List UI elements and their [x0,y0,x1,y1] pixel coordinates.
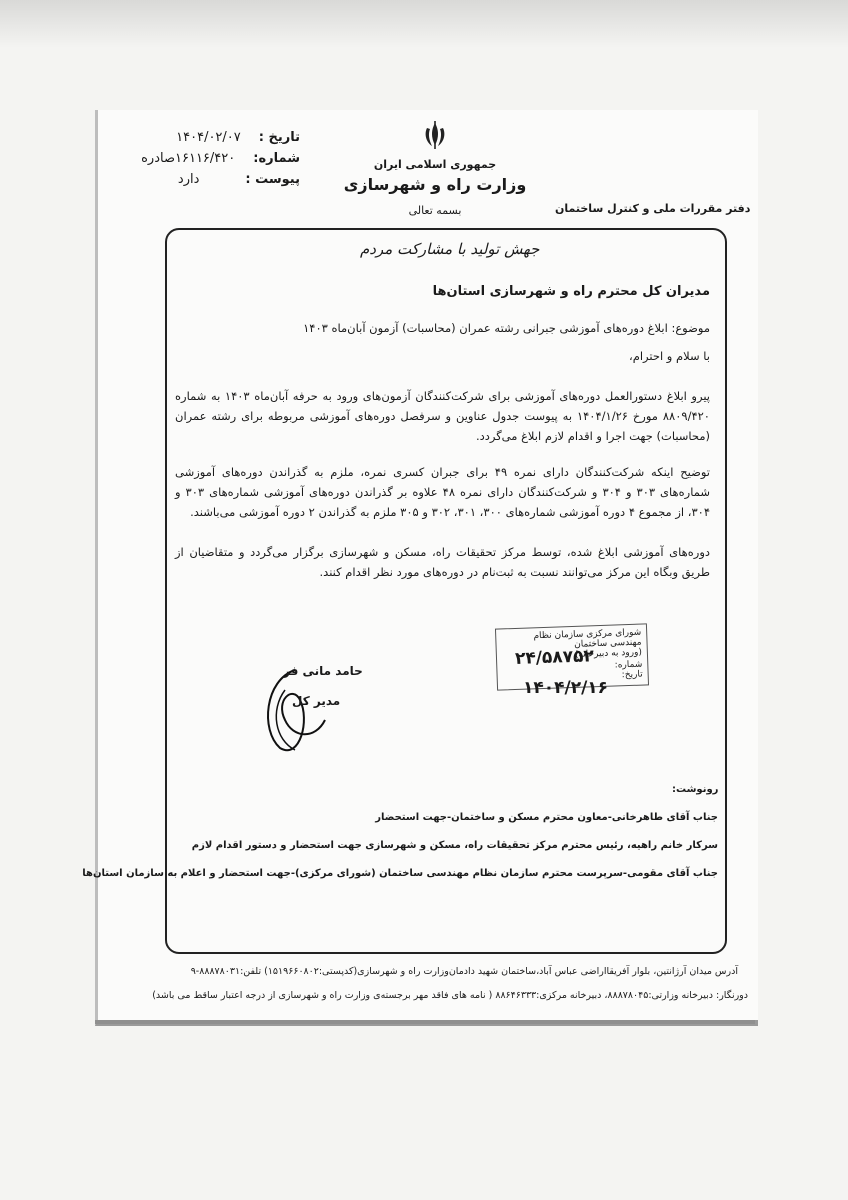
letter-meta [140,130,300,193]
basmala: بسمه تعالی [408,204,462,217]
stamp-number-label: شماره: [614,659,643,671]
signer-title: مدیر کل [292,694,341,708]
attachment-label: پیوست : [245,172,300,187]
iran-emblem-icon [422,120,448,150]
addressee: مدیران کل محترم راه و شهرسازی استان‌ها [432,284,710,299]
cc-item: سرکار خانم راهیه، رئیس محترم مرکز تحقیقات راه، مسکن و شهرسازی جهت استحضار و دستور اقدام لازم [191,840,718,851]
number-value: ۱۶۱۱۶/۴۲۰صادره [141,151,236,166]
number-row [140,151,300,166]
footer-address: آدرس میدان آرژانتین، بلوار آفریقا‌اراضی عباس آباد،ساختمان شهید دادمان‌وزارت راه و شهرسازی(کدپستی:۱۵۱۹۶۶۰۸۰۲) تلفن:۸۸۸۷۸۰۳۱-۹ [190,966,738,977]
greeting: با سلام و احترام، [629,349,710,363]
scan-shadow [0,0,848,48]
cc-item: جناب آقای طاهرخانی-معاون محترم مسکن و ساختمان-جهت استحضار [375,812,718,823]
attachment-row [140,172,300,187]
office-title: دفتر مقررات ملی و کنترل ساختمان [555,202,751,215]
paragraph-2: توضیح اینکه شرکت‌کنندگان دارای نمره ۴۹ برای جبران کسری نمره، ملزم به گذراندن دوره‌های آموزشی شماره‌های ۳۰۳ و ۳۰۴ و شرکت‌کنندگان دارای نمره ۴۸ علاوه بر گذراندن دوره‌های آموزشی شماره‌های ۳۰۳ و ۳۰۴، از مجموع ۴ دوره آموزشی شماره‌های ۳۰۰، ۳۰۱، ۳۰۲ و ۳۰۵ ملزم به گذراندن ۲ دوره آموزشی می‌باشند. [175,465,710,519]
paragraph-3: دوره‌های آموزشی ابلاغ شده، توسط مرکز تحقیقات راه، مسکن و شهرسازی برگزار می‌گردد و متقاضیان از طریق وبگاه این مرکز می‌توانند نسبت به ثبت‌نام در دوره‌های مورد نظر اقدام کنند. [175,545,710,579]
footer-fax: دورنگار: دبیرخانه وزارتی:۸۸۸۷۸۰۴۵، دبیرخانه مرکزی:۸۸۶۴۶۳۳۳ ( نامه های فاقد مهر برجسته‌ی وزارت راه و شهرسازی از درجه اعتبار ساقط می باشد) [152,990,748,1001]
subject: موضوع: ابلاغ دوره‌های آموزشی جبرانی رشته عمران (محاسبات) آزمون آبان‌ماه ۱۴۰۳ [303,321,710,335]
date-value: ۱۴۰۴/۰۲/۰۷ [176,130,241,145]
cc-item: جناب آقای مقومی-سرپرست محترم سازمان نظام مهندسی ساختمان (شورای مرکزی)-جهت استحضار و اعلام به سازمان استان‌ها [82,868,718,879]
cc-heading: رونوشت: [672,784,719,795]
stamp-line-2: (ورود به دبیرخانه) [574,647,643,660]
paragraph-1: پیرو ابلاغ دستورالعمل دوره‌های آموزشی برای شرکت‌کنندگان آزمون‌های ورود به حرفه آبان‌ماه ۱۴۰۳ به شماره ۸۸۰۹/۴۲۰ مورخ ۱۴۰۴/۱/۲۶ به پیوست جدول عناوین و سرفصل دوره‌های آموزشی مربوطه برای رشته عمران (محاسبات) جهت اجرا و اقدام لازم ابلاغ می‌گردد. [175,389,710,443]
date-label: تاریخ : [258,130,300,145]
slogan: جهش تولید با مشارکت مردم [360,240,540,258]
stamp-number-value: ۲۴/۵۸۷۵۲ [514,646,595,669]
ministry-title: وزارت راه و شهرسازی [343,175,527,194]
attachment-value: دارد [177,172,200,187]
stamp-date-label: تاریخ: [621,669,643,681]
number-label: شماره: [253,151,300,166]
date-row [140,130,300,145]
stamp-date-value: ۱۴۰۴/۲/۱۶ [523,678,609,698]
stamp-line-1: شورای مرکزی سازمان نظام مهندسی ساختمان [533,627,642,650]
letterhead [340,120,530,217]
republic-title: جمهوری اسلامی ایران [373,158,497,171]
page-edge [95,1020,755,1024]
signer-name: حامد مانی فر [283,664,363,678]
